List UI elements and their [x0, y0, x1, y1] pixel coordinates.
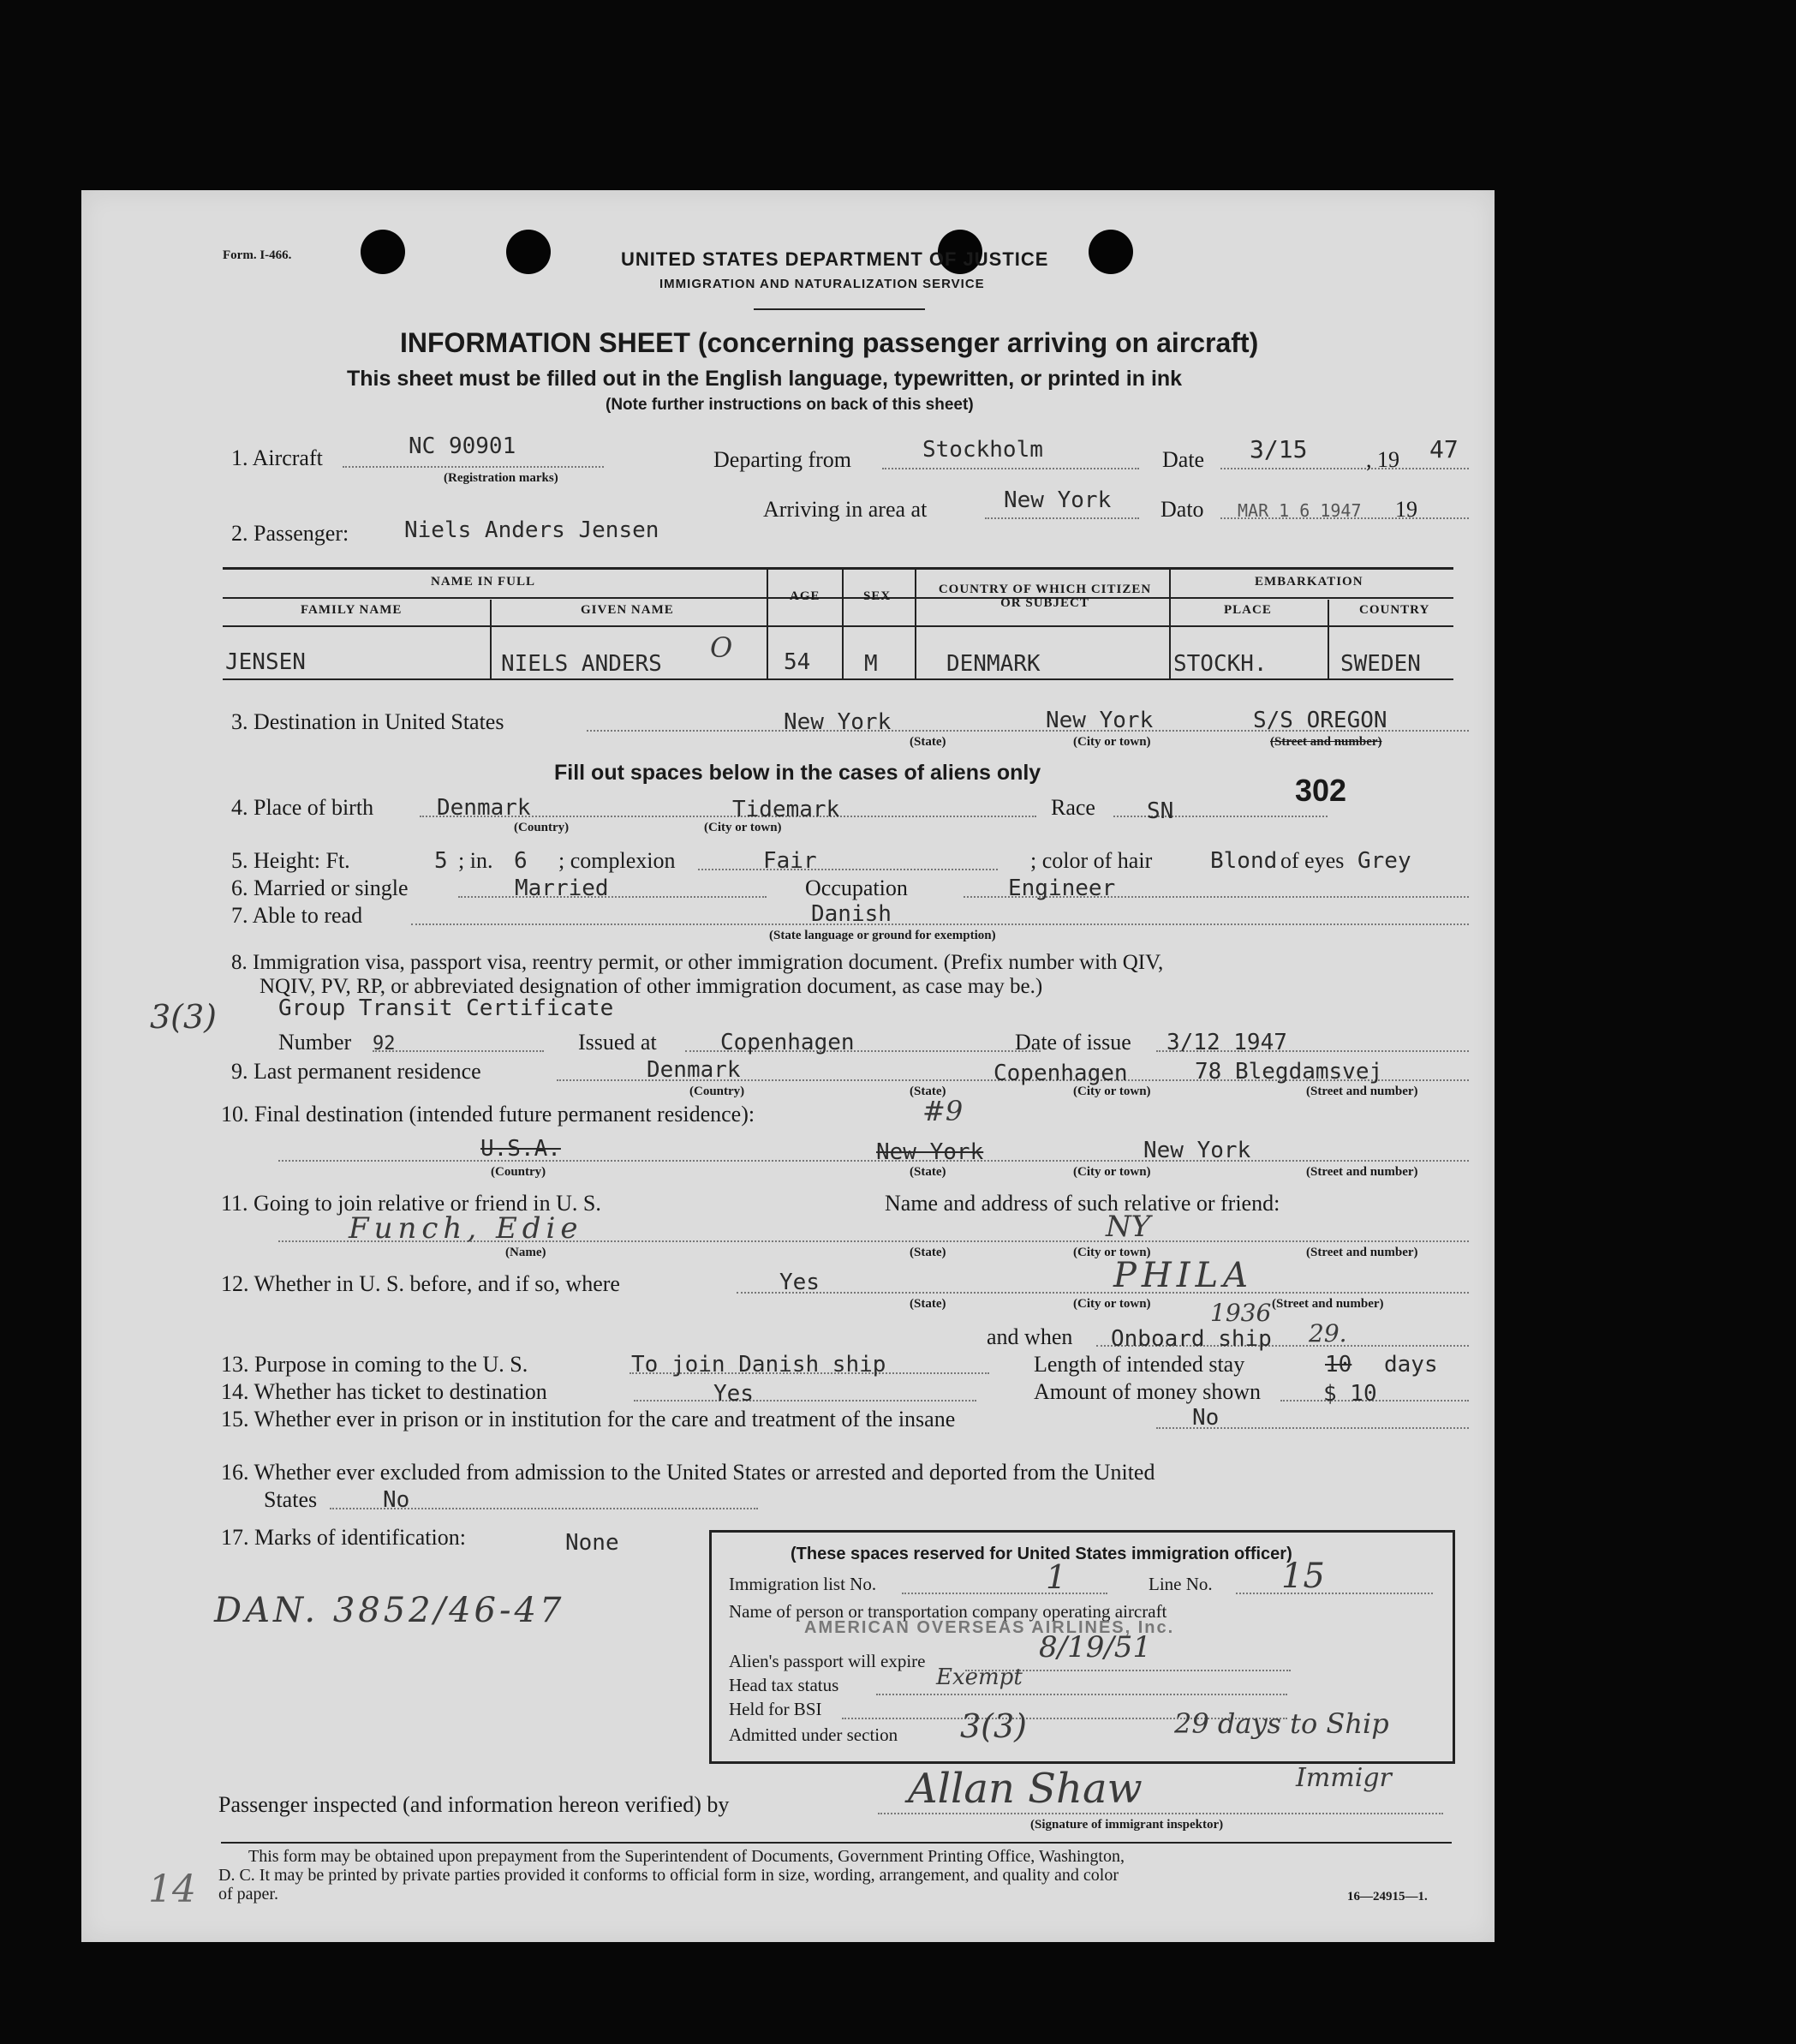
footer-line2: D. C. It may be printed by private parties provided it conforms to official form in size, wording, arrangement, and quality and color: [218, 1866, 1119, 1885]
citizen-header: COUNTRY OF WHICH CITIZEN OR SUBJECT: [938, 583, 1152, 610]
table-bottom-rule: [223, 678, 1453, 680]
birth-country-sublabel: (Country): [514, 821, 570, 834]
visa-number-label: Number: [278, 1030, 352, 1055]
table-divider: [842, 569, 844, 678]
birth-city: Tidemark: [732, 797, 840, 822]
height-inches: 6: [514, 848, 528, 874]
when-mark: 29.: [1309, 1319, 1347, 1348]
read-label: 7. Able to read: [231, 903, 363, 928]
cell-sex: M: [864, 651, 878, 677]
hair-value: Blond: [1210, 848, 1278, 874]
marks-handwritten-note: DAN. 3852/46-47: [214, 1591, 565, 1630]
relative-name-sublabel: (Name): [505, 1246, 546, 1259]
relative-label: 11. Going to join relative or friend in U. S.: [221, 1191, 601, 1216]
visa-label-line1: 8. Immigration visa, passport visa, reentry permit, or other immigration document. (Prefix number with QIV,: [231, 951, 1164, 974]
residence-city: Copenhagen: [993, 1061, 1128, 1086]
residence-street: 78 Blegdamsvej: [1195, 1059, 1383, 1085]
eyes-label: of eyes: [1280, 848, 1345, 873]
read-value: Danish: [811, 901, 892, 927]
field-line: [1220, 468, 1469, 469]
field-line: [698, 869, 998, 870]
page-mark: 14: [148, 1868, 196, 1911]
information-sheet: [81, 190, 1495, 1942]
cell-embark-country: SWEDEN: [1340, 651, 1421, 677]
given-name-header: GIVEN NAME: [581, 603, 674, 617]
field-line: [878, 1813, 1443, 1814]
final-destination-country: U.S.A.: [480, 1136, 561, 1162]
date-of-issue-label: Date of issue: [1015, 1030, 1131, 1055]
read-sublabel: (State language or ground for exemption): [769, 929, 996, 942]
residence-label: 9. Last permanent residence: [231, 1059, 481, 1084]
cell-family-name: JENSEN: [225, 649, 306, 675]
residence-state-sublabel: (State): [910, 1085, 946, 1098]
field-line: [634, 1400, 976, 1402]
table-header-rule: [223, 625, 1453, 627]
prison-label: 15. Whether ever in prison or in institution for the care and treatment of the insane: [221, 1407, 956, 1431]
company-value: AMERICAN OVERSEAS AIRLINES, Inc.: [804, 1618, 1175, 1637]
family-name-header: FAMILY NAME: [301, 603, 403, 617]
table-divider: [490, 600, 492, 678]
marks-value: None: [565, 1530, 619, 1556]
year2-prefix: 19: [1395, 497, 1417, 522]
passport-expire-value: 8/19/51: [1039, 1630, 1152, 1664]
held-bsi-label: Held for BSI: [729, 1699, 822, 1719]
year-prefix: , 19: [1366, 447, 1399, 472]
complexion-label: ; complexion: [558, 848, 676, 873]
signature-sublabel: (Signature of immigrant inspektor): [1030, 1818, 1224, 1832]
punch-hole: [506, 230, 551, 274]
relative-state-sublabel: (State): [910, 1246, 946, 1259]
relative-name: Funch, Edie: [349, 1211, 583, 1246]
form-number: Form. I-466.: [223, 248, 292, 262]
before-state-sublabel: (State): [910, 1297, 946, 1311]
table-divider: [915, 569, 916, 678]
final-street-sublabel: (Street and number): [1306, 1165, 1418, 1179]
place-header: PLACE: [1224, 603, 1272, 617]
ticket-label: 14. Whether has ticket to destination: [221, 1379, 547, 1404]
when-label: and when: [987, 1324, 1073, 1349]
table-divider: [767, 569, 768, 678]
passenger-value: Niels Anders Jensen: [404, 517, 659, 543]
line-number-value: 15: [1281, 1557, 1325, 1596]
height-label: 5. Height: Ft.: [231, 848, 350, 873]
age-header: AGE: [790, 589, 820, 603]
ticket-value: Yes: [713, 1381, 754, 1407]
before-city-sublabel: (City or town): [1073, 1297, 1151, 1311]
inspector-signature: Allan Shaw: [908, 1765, 1143, 1813]
final-destination-state: New York: [876, 1139, 984, 1165]
final-country-sublabel: (Country): [491, 1165, 546, 1179]
punch-hole: [1089, 230, 1133, 274]
visa-number: 92: [373, 1033, 396, 1055]
passport-expire-label: Alien's passport will expire: [729, 1651, 926, 1671]
destination-label: 3. Destination in United States: [231, 709, 504, 734]
stamp-number: 302: [1295, 773, 1347, 808]
footer-line3: of paper.: [218, 1885, 278, 1904]
excluded-label-line1: 16. Whether ever excluded from admission to the United States or arrested and deported from the United: [221, 1460, 1155, 1485]
height-inches-label: ; in.: [458, 848, 493, 873]
list-number-label: Immigration list No.: [729, 1574, 877, 1594]
admitted-note: 29 days to Ship: [1174, 1707, 1389, 1740]
page-subtitle: This sheet must be filled out in the English language, typewritten, or printed in ink: [347, 367, 1183, 391]
admitted-section-label: Admitted under section: [729, 1724, 898, 1745]
destination-city: New York: [1046, 708, 1154, 733]
field-line: [373, 1050, 544, 1052]
hair-label: ; color of hair: [1030, 848, 1153, 873]
married-value: Married: [515, 876, 609, 901]
officer-box-title: (These spaces reserved for United States immigration officer): [791, 1545, 1292, 1563]
head-tax-value: Exempt: [936, 1664, 1023, 1690]
relative-name-address-label: Name and address of such relative or friend:: [885, 1191, 1280, 1216]
residence-street-sublabel: (Street and number): [1306, 1085, 1418, 1098]
table-mid-rule: [223, 597, 1453, 599]
residence-country: Denmark: [647, 1057, 741, 1083]
date-value: 3/15: [1250, 435, 1308, 463]
stay-value: 10: [1325, 1352, 1352, 1378]
relative-street-sublabel: (Street and number): [1306, 1246, 1418, 1259]
line-number-label: Line No.: [1149, 1574, 1213, 1594]
footer-rule: [221, 1842, 1452, 1844]
field-line: [737, 1292, 1469, 1294]
occupation-label: Occupation: [805, 876, 908, 900]
eyes-value: Grey: [1357, 848, 1411, 874]
destination-city-sublabel: (City or town): [1073, 735, 1151, 749]
footer-line1: This form may be obtained upon prepayment from the Superintendent of Documents, Government Printing Office, Washington,: [248, 1847, 1125, 1866]
visa-margin-note: 3(3): [150, 998, 218, 1036]
race-value: SN: [1147, 798, 1174, 824]
birth-city-sublabel: (City or town): [704, 821, 782, 834]
visa-document: Group Transit Certificate: [278, 995, 614, 1021]
relative-city: NY: [1106, 1210, 1151, 1244]
list-number-value: 1: [1046, 1558, 1067, 1596]
before-city: PHILA: [1113, 1256, 1254, 1295]
admitted-section-value: 3(3): [960, 1707, 1028, 1745]
arrival-date-stamp: MAR 1 6 1947: [1238, 500, 1362, 521]
embarkation-header: EMBARKATION: [1255, 575, 1363, 589]
destination-state: New York: [784, 709, 892, 735]
inspector-sig-note: Immigr: [1296, 1763, 1392, 1793]
arrival-date-label: Dato: [1161, 497, 1204, 522]
officer-box: [709, 1530, 1455, 1764]
registration-sublabel: (Registration marks): [444, 471, 558, 485]
field-line: [278, 1160, 1469, 1162]
date-of-issue-value: 3/12 1947: [1167, 1030, 1287, 1055]
passenger-label: 2. Passenger:: [231, 521, 349, 546]
excluded-label-line2: States: [264, 1487, 318, 1512]
purpose-value: To join Danish ship: [631, 1352, 886, 1378]
table-divider: [1328, 600, 1329, 678]
before-value: Yes: [779, 1270, 820, 1295]
instructions-note: (Note further instructions on back of this sheet): [606, 396, 974, 414]
aircraft-label: 1. Aircraft: [231, 445, 323, 470]
date-label: Date: [1162, 447, 1205, 472]
money-value: $ 10: [1323, 1381, 1377, 1407]
final-city-sublabel: (City or town): [1073, 1165, 1151, 1179]
arriving-label: Arriving in area at: [763, 497, 928, 522]
cell-given-mark: O: [710, 631, 733, 664]
departing-value: Stockholm: [922, 437, 1043, 463]
field-line: [882, 468, 1139, 469]
departing-label: Departing from: [713, 447, 852, 472]
aliens-only-heading: Fill out spaces below in the cases of aliens only: [554, 761, 1041, 785]
page-title: INFORMATION SHEET (concerning passenger arriving on aircraft): [400, 327, 1259, 358]
country-header: COUNTRY: [1359, 603, 1430, 617]
company-label: Name of person or transportation company operating aircraft: [729, 1601, 1167, 1622]
residence-city-sublabel: (City or town): [1073, 1085, 1151, 1098]
relative-city-sublabel: (City or town): [1073, 1246, 1151, 1259]
when-value: Onboard ship: [1111, 1326, 1272, 1352]
destination-street: S/S OREGON: [1253, 708, 1387, 733]
table-divider: [1169, 569, 1171, 678]
marks-label: 17. Marks of identification:: [221, 1525, 466, 1550]
cell-embark-place: STOCKH.: [1173, 651, 1268, 677]
destination-street-sublabel: (Street and number): [1270, 735, 1382, 749]
race-label: Race: [1051, 795, 1095, 820]
footer-code: 16—24915—1.: [1347, 1890, 1428, 1904]
field-line: [458, 896, 767, 898]
final-state-sublabel: (State): [910, 1165, 946, 1179]
before-year: 1936: [1210, 1299, 1272, 1327]
punch-hole: [361, 230, 405, 274]
year-value: 47: [1429, 435, 1459, 463]
sex-header: SEX: [863, 589, 892, 603]
married-label: 6. Married or single: [231, 876, 409, 900]
final-destination-mark: #9: [922, 1095, 964, 1127]
field-line: [1113, 816, 1328, 817]
arriving-value: New York: [1004, 487, 1112, 513]
complexion-value: Fair: [763, 848, 817, 874]
destination-state-sublabel: (State): [910, 735, 946, 749]
money-label: Amount of money shown: [1034, 1379, 1262, 1404]
stay-unit: days: [1384, 1352, 1438, 1378]
prison-value: No: [1192, 1405, 1220, 1431]
field-line: [343, 466, 604, 468]
name-in-full-header: NAME IN FULL: [431, 575, 536, 589]
excluded-value: No: [383, 1487, 410, 1513]
field-line: [1236, 1593, 1433, 1594]
header-rule: [754, 308, 925, 310]
cell-citizen: DENMARK: [946, 651, 1041, 677]
height-feet: 5: [434, 848, 448, 874]
field-line: [985, 517, 1139, 519]
inspected-label: Passenger inspected (and information hereon verified) by: [218, 1792, 730, 1817]
table-top-rule: [223, 567, 1453, 570]
birth-label: 4. Place of birth: [231, 795, 374, 820]
cell-given-name: NIELS ANDERS: [501, 651, 662, 677]
department-name: UNITED STATES DEPARTMENT OF JUSTICE: [621, 248, 1049, 270]
before-label: 12. Whether in U. S. before, and if so, where: [221, 1271, 620, 1296]
visa-label-line2: NQIV, PV, RP, or abbreviated designation of other immigration document, as case may be.): [260, 975, 1043, 998]
field-line: [902, 1593, 1107, 1594]
final-destination-city: New York: [1143, 1138, 1251, 1163]
issued-at-value: Copenhagen: [720, 1030, 855, 1055]
residence-country-sublabel: (Country): [689, 1085, 745, 1098]
stay-label: Length of intended stay: [1034, 1352, 1245, 1377]
aircraft-value: NC 90901: [409, 433, 516, 459]
final-destination-label: 10. Final destination (intended future permanent residence):: [221, 1102, 755, 1127]
field-line: [876, 1694, 1287, 1695]
issued-at-label: Issued at: [578, 1030, 657, 1055]
head-tax-label: Head tax status: [729, 1675, 839, 1695]
field-line: [411, 923, 1469, 925]
cell-age: 54: [784, 649, 811, 675]
birth-country: Denmark: [437, 795, 531, 821]
purpose-label: 13. Purpose in coming to the U. S.: [221, 1352, 528, 1377]
before-street-sublabel: (Street and number): [1272, 1297, 1384, 1311]
occupation-value: Engineer: [1008, 876, 1116, 901]
service-name: IMMIGRATION AND NATURALIZATION SERVICE: [659, 277, 985, 291]
